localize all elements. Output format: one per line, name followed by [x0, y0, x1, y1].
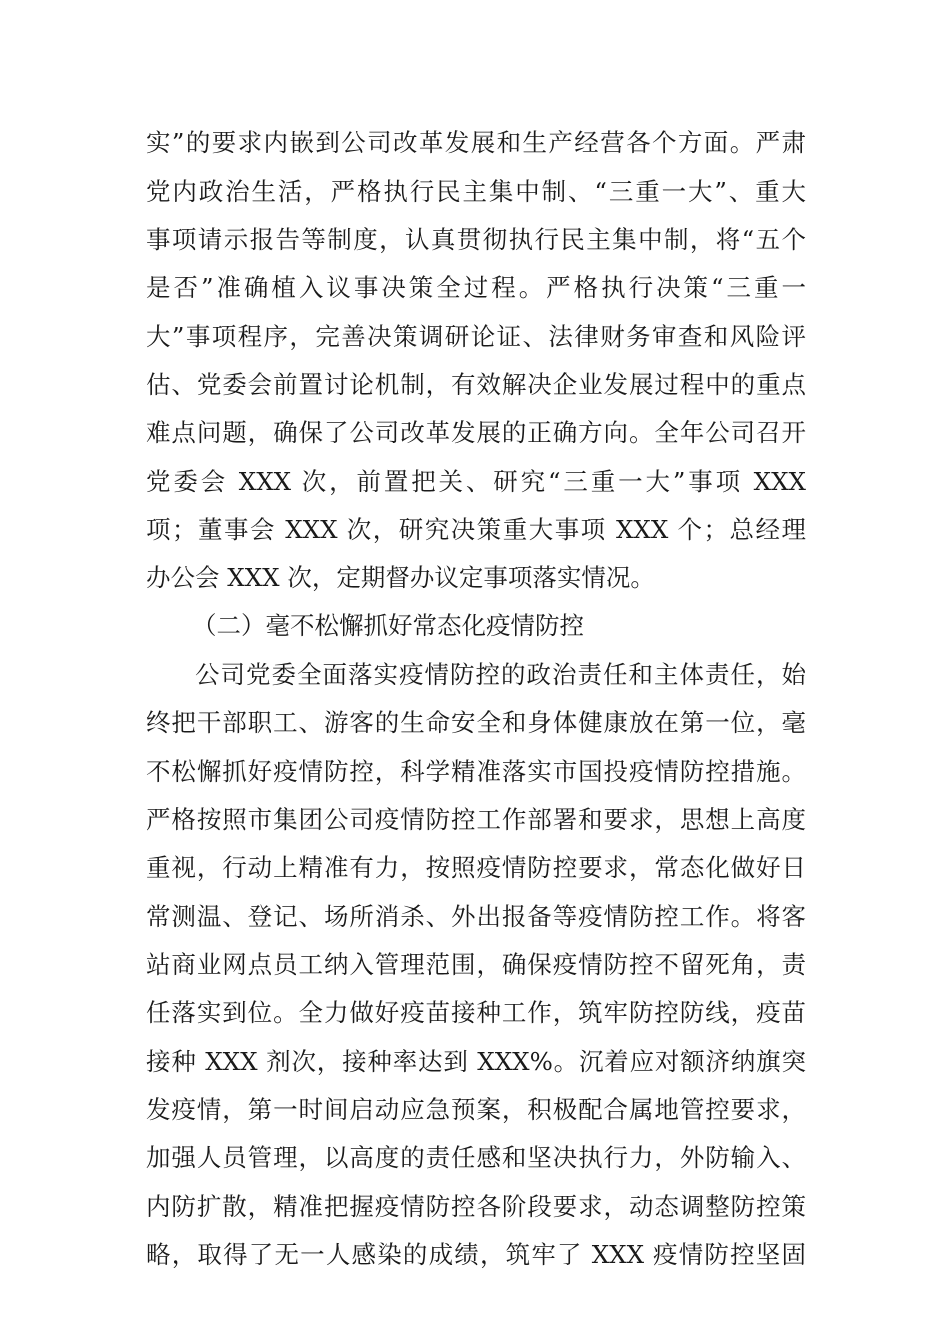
paragraph-line: 大”事项程序，完善决策调研论证、法律财务审查和风险评	[146, 322, 806, 351]
paragraph-line: 党内政治生活，严格执行民主集中制、“三重一大”、重大	[146, 177, 806, 206]
paragraph-line: 项；董事会 XXX 次，研究决策重大事项 XXX 个；总经理	[146, 515, 806, 544]
paragraph-line: 略，取得了无一人感染的成绩，筑牢了 XXX 疫情防控坚固	[146, 1240, 806, 1269]
paragraph-line: 重视，行动上精准有力，按照疫情防控要求，常态化做好日	[146, 853, 806, 882]
paragraph-line: 党委会 XXX 次，前置把关、研究“三重一大”事项 XXX	[146, 467, 806, 496]
paragraph-line: 估、党委会前置讨论机制，有效解决企业发展过程中的重点	[146, 370, 806, 399]
paragraph-line: 事项请示报告等制度，认真贯彻执行民主集中制，将“五个	[146, 225, 806, 254]
paragraph-line: 接种 XXX 剂次，接种率达到 XXX%。沉着应对额济纳旗突	[146, 1047, 806, 1076]
paragraph-line: 严格按照市集团公司疫情防控工作部署和要求，思想上高度	[146, 805, 806, 834]
paragraph-line: 是否”准确植入议事决策全过程。严格执行决策“三重一	[146, 273, 806, 302]
paragraph-line: 办公会 XXX 次，定期督办议定事项落实情况。	[146, 563, 655, 592]
paragraph-line: 任落实到位。全力做好疫苗接种工作，筑牢防控防线，疫苗	[146, 998, 806, 1027]
section-heading: （二）毫不松懈抓好常态化疫情防控	[192, 611, 584, 640]
paragraph-line: 实”的要求内嵌到公司改革发展和生产经营各个方面。严肃	[146, 128, 806, 157]
paragraph-line: 终把干部职工、游客的生命安全和身体健康放在第一位，毫	[146, 708, 806, 737]
paragraph-line: 难点问题，确保了公司改革发展的正确方向。全年公司召开	[146, 418, 806, 447]
paragraph-line: 加强人员管理，以高度的责任感和坚决执行力，外防输入、	[146, 1143, 806, 1172]
paragraph-line: 不松懈抓好疫情防控，科学精准落实市国投疫情防控措施。	[146, 757, 806, 786]
paragraph-line: 常测温、登记、场所消杀、外出报备等疫情防控工作。将客	[146, 902, 806, 931]
paragraph-line: 发疫情，第一时间启动应急预案，积极配合属地管控要求，	[146, 1095, 806, 1124]
paragraph-line: 站商业网点员工纳入管理范围，确保疫情防控不留死角，责	[146, 950, 806, 979]
paragraph-line: 内防扩散，精准把握疫情防控各阶段要求，动态调整防控策	[146, 1192, 806, 1221]
paragraph-line: 公司党委全面落实疫情防控的政治责任和主体责任，始	[195, 660, 806, 689]
